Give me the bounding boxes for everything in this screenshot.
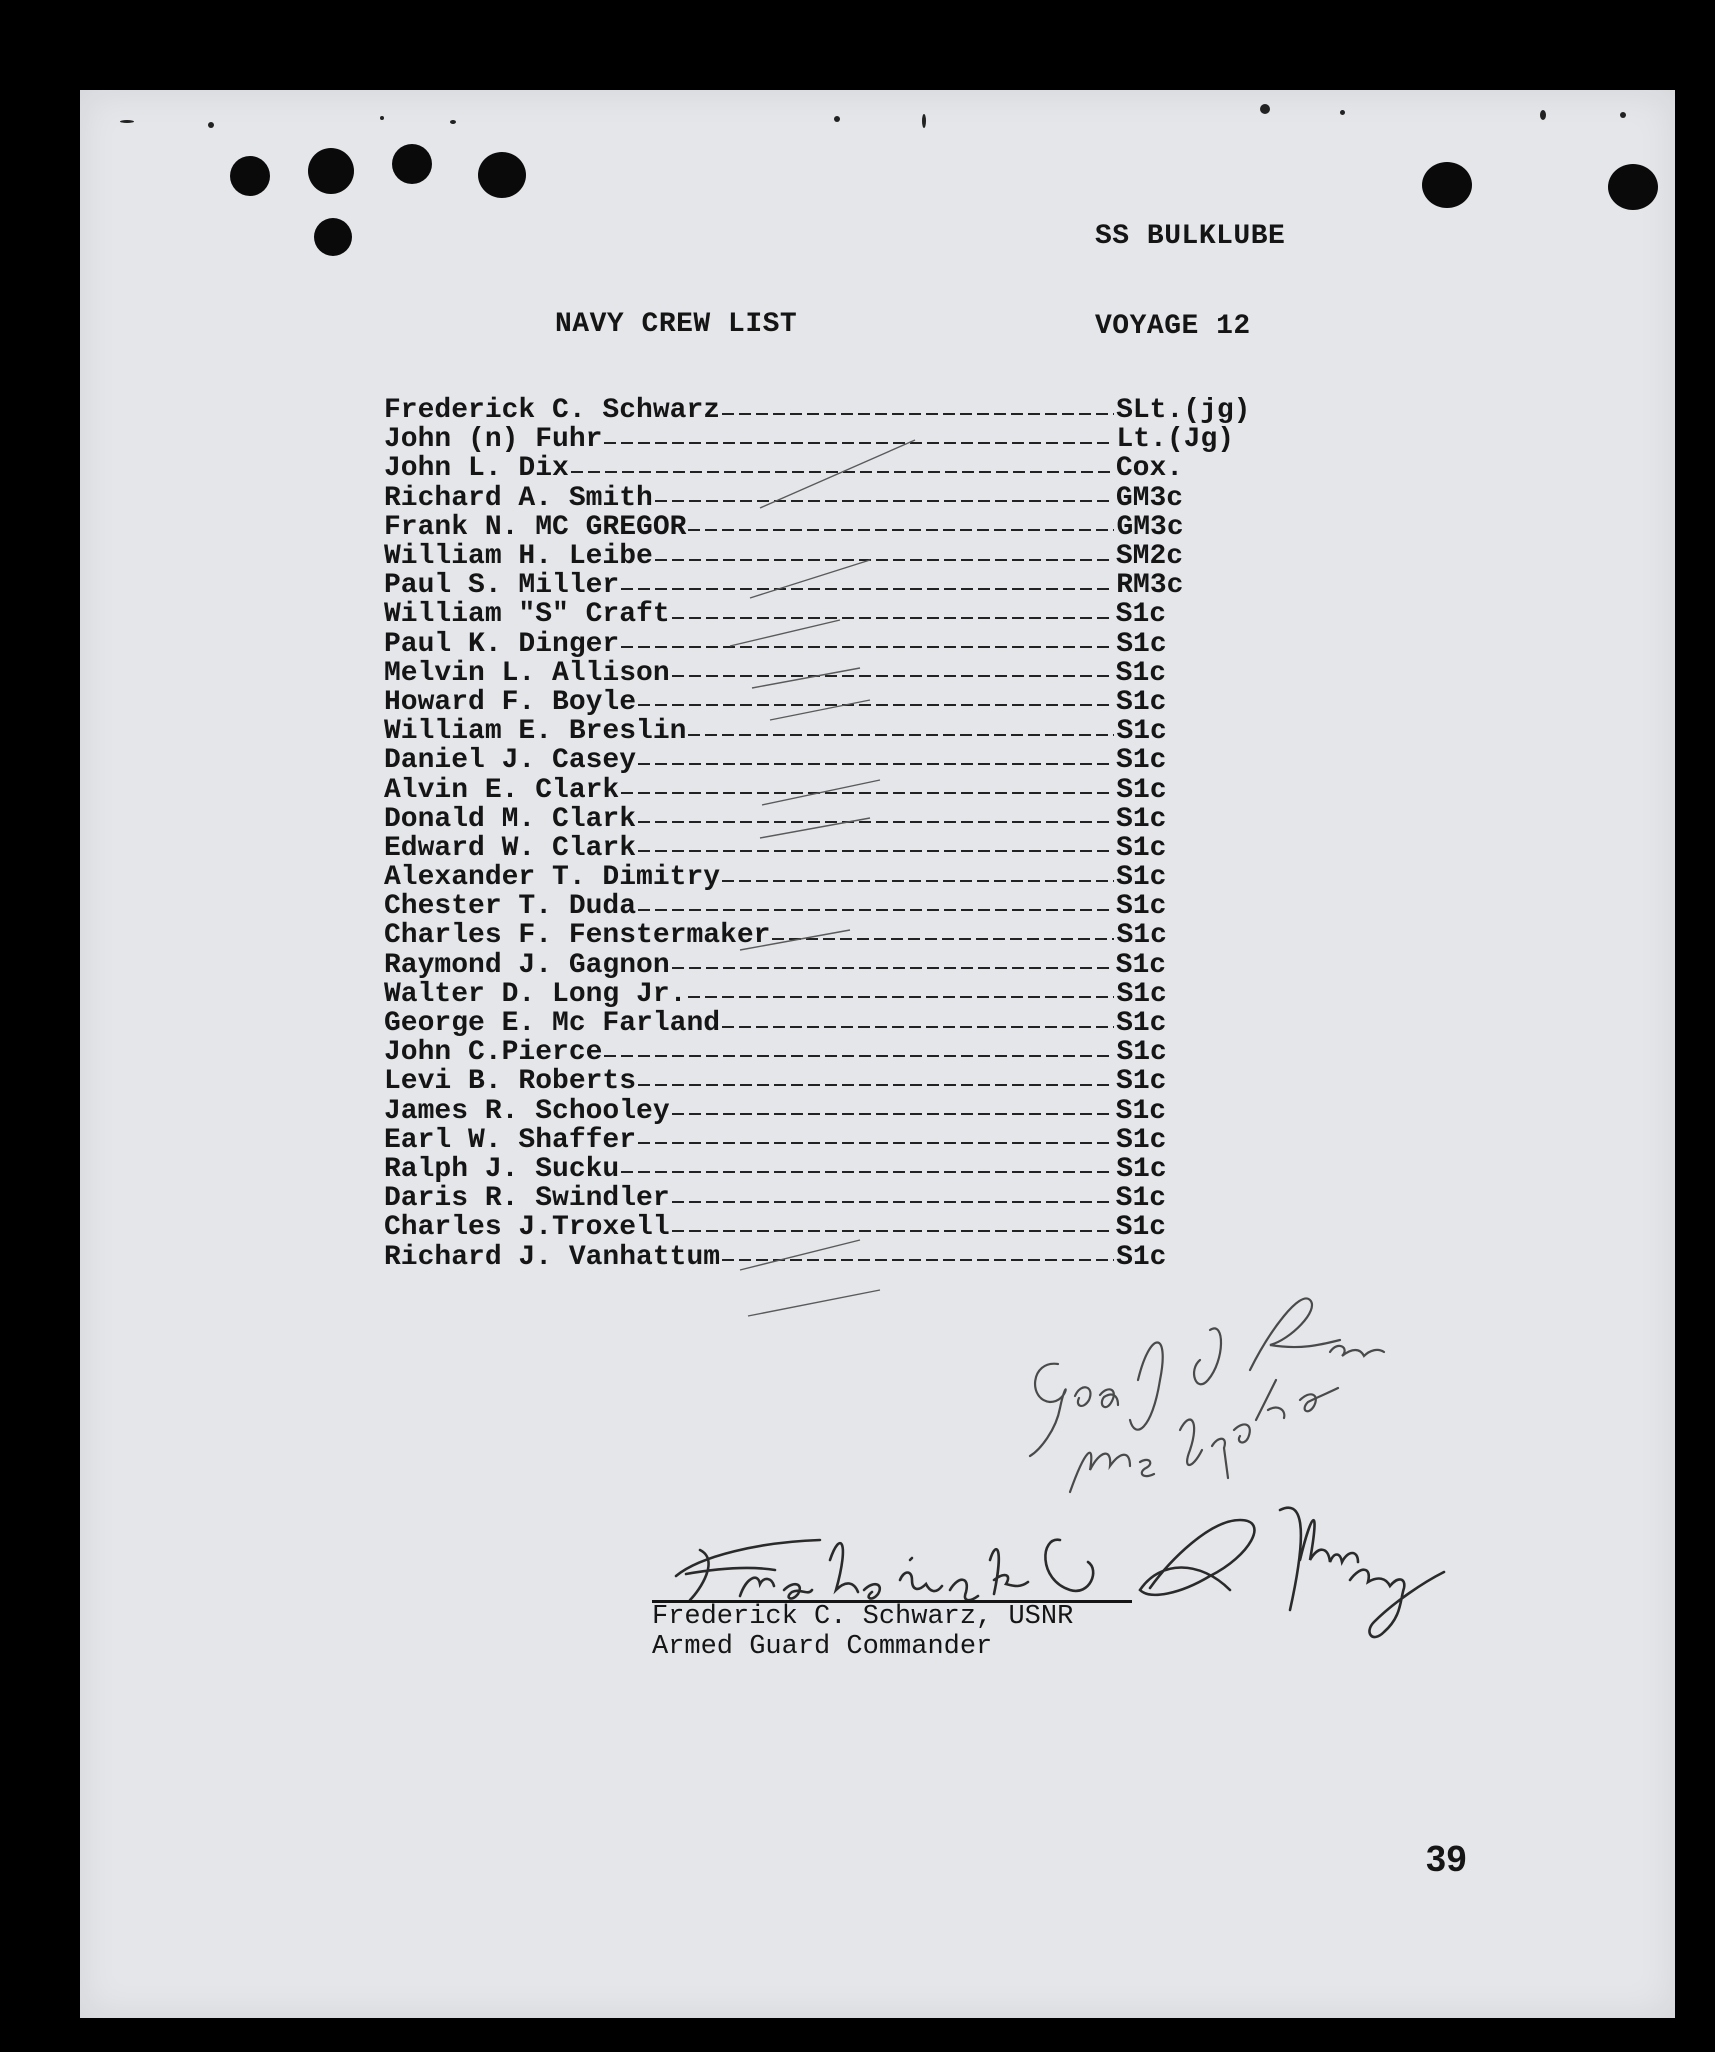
crew-name: William E. Breslin — [384, 716, 687, 748]
crew-rate: Lt.(Jg) — [1116, 424, 1235, 456]
signer-name: Frederick C. Schwarz, USNR — [652, 1602, 1074, 1632]
crew-name: Richard A. Smith — [384, 482, 653, 514]
crew-rate: S1c — [1116, 891, 1167, 923]
crew-rate: S1c — [1116, 862, 1167, 894]
crew-name: Daris R. Swindler — [384, 1183, 670, 1215]
crew-name: John L. Dix — [384, 453, 569, 485]
crew-rate: S1c — [1115, 1212, 1167, 1244]
signature-block — [652, 1602, 1073, 1662]
crew-rate: GM3c — [1115, 482, 1184, 514]
pen-tick-marks — [730, 440, 915, 1316]
crew-rate: S1c — [1116, 832, 1167, 864]
crew-name: George E. Mc Farland — [384, 1008, 721, 1040]
voyage-number: VOYAGE 12 — [1095, 311, 1251, 342]
list-title: NAVY CREW LIST — [555, 309, 798, 340]
crew-rate: GM3c — [1116, 511, 1184, 543]
crew-name: John C.Pierce — [384, 1037, 603, 1069]
crew-rate: S1c — [1115, 657, 1167, 689]
crew-rate: S1c — [1116, 1037, 1167, 1069]
crew-rate: S1c — [1116, 1066, 1167, 1098]
crew-rate: S1c — [1116, 745, 1167, 777]
crew-name: Paul S. Miller — [384, 570, 620, 602]
crew-name: Richard J. Vanhattum — [384, 1241, 721, 1273]
crew-rate: SM2c — [1115, 541, 1184, 573]
crew-name: Melvin L. Allison — [384, 657, 670, 689]
crew-rate: S1c — [1116, 1153, 1167, 1185]
crew-rate: S1c — [1116, 803, 1167, 835]
crew-name: Levi B. Roberts — [384, 1066, 637, 1098]
crew-name: Charles F. Fenstermaker — [384, 920, 771, 952]
ship-name: SS BULKLUBE — [1095, 221, 1286, 252]
crew-rate: S1c — [1115, 949, 1167, 981]
crew-rate: S1c — [1115, 1183, 1167, 1215]
crew-name: Donald M. Clark — [384, 803, 637, 835]
crew-name: Alexander T. Dimitry — [384, 862, 721, 894]
crew-name: Edward W. Clark — [384, 832, 637, 864]
crew-rate: S1c — [1116, 978, 1167, 1010]
crew-name: Raymond J. Gagnon — [384, 949, 670, 981]
crew-name: Frank N. MC GREGOR — [384, 511, 687, 543]
crew-rate: S1c — [1116, 1124, 1167, 1156]
crew-name: Paul K. Dinger — [384, 628, 620, 660]
crew-rate: S1c — [1116, 716, 1167, 748]
crew-name: Charles J.Troxell — [384, 1212, 670, 1244]
crew-name: Alvin E. Clark — [384, 774, 620, 806]
crew-name: Howard F. Boyle — [384, 686, 637, 718]
crew-rate: S1c — [1116, 774, 1167, 806]
crew-name: John (n) Fuhr — [384, 424, 603, 456]
crew-rate: S1c — [1116, 1241, 1167, 1273]
crew-name: William "S" Craft — [384, 599, 670, 631]
crew-rate: S1c — [1116, 686, 1167, 718]
crew-rate: S1c — [1115, 1095, 1167, 1127]
crew-name: Daniel J. Casey — [384, 745, 637, 777]
crew-name: James R. Schooley — [384, 1095, 670, 1127]
crew-rate: RM3c — [1116, 570, 1184, 602]
page-number: 39 — [1426, 1838, 1468, 1879]
crew-name: William H. Leibe — [384, 541, 653, 573]
crew-name: Ralph J. Sucku — [384, 1153, 620, 1185]
crew-rate: S1c — [1116, 1008, 1167, 1040]
crew-rate: S1c — [1116, 628, 1167, 660]
crew-rate: Cox. — [1115, 453, 1184, 485]
crew-rate: S1c — [1116, 920, 1167, 952]
crew-rate: S1c — [1115, 599, 1167, 631]
crew-name: Frederick C. Schwarz — [384, 395, 721, 427]
crew-rate: SLt.(jg) — [1116, 395, 1251, 427]
crew-name: Chester T. Duda — [384, 891, 637, 923]
crew-name: Earl W. Shaffer — [384, 1124, 637, 1156]
crew-name: Walter D. Long Jr. — [384, 978, 687, 1010]
signer-title: Armed Guard Commander — [652, 1632, 993, 1662]
inspector-signature — [1030, 1298, 1384, 1492]
